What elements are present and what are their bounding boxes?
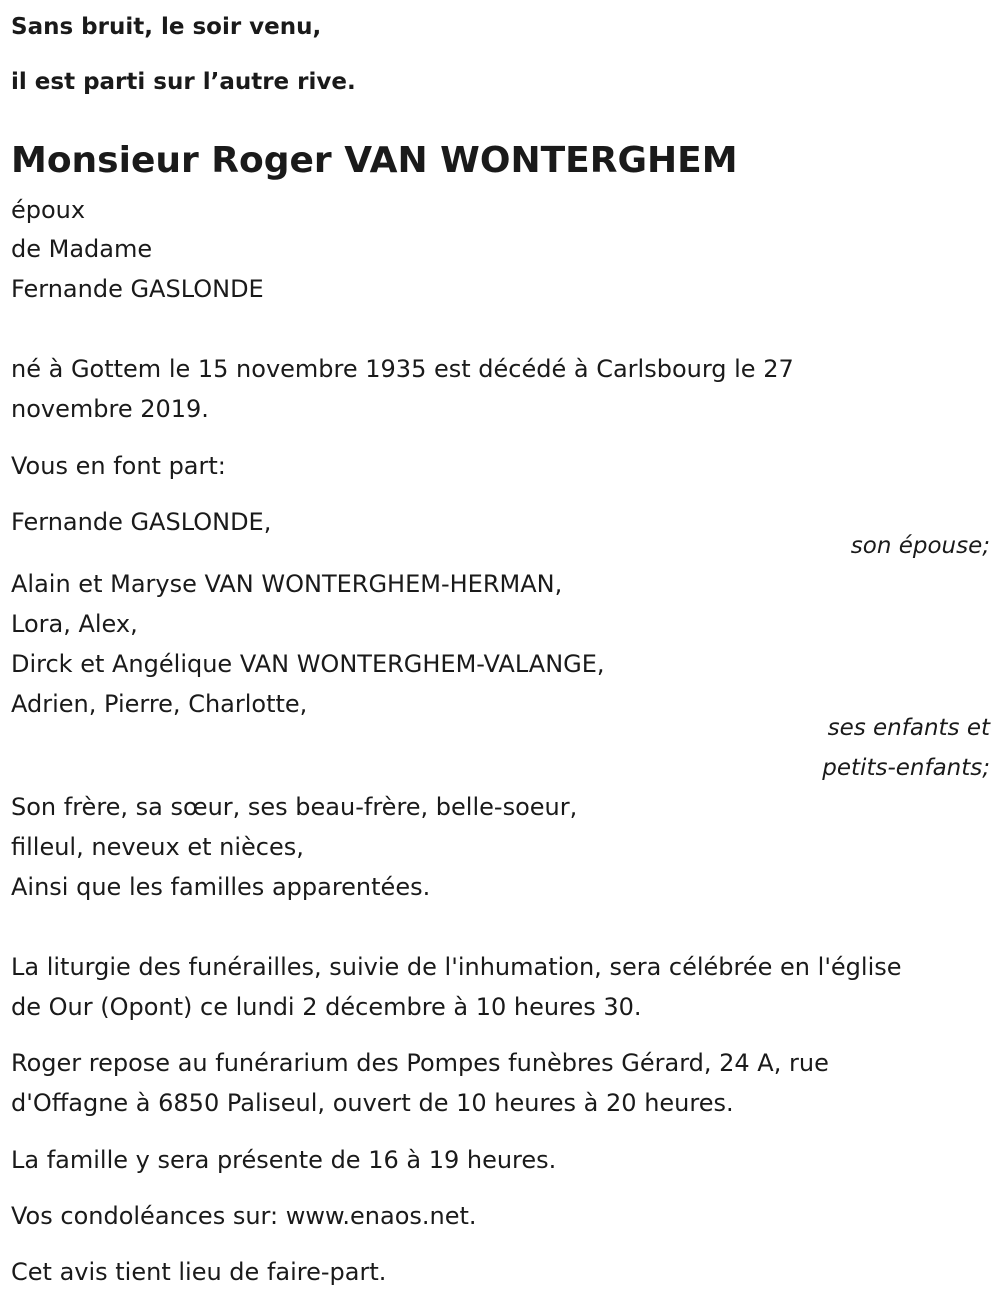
family-spouse: Fernande GASLONDE, [11, 508, 272, 536]
family-children-line-2: Lora, Alex, [11, 610, 138, 638]
visitation-line-1: Roger repose au funérarium des Pompes funèbres Gérard, 24 A, rue [11, 1049, 829, 1077]
family-children-line-4: Adrien, Pierre, Charlotte, [11, 690, 308, 718]
family-others-line-2: filleul, neveux et nièces, [11, 833, 304, 861]
announce-intro: Vous en font part: [11, 452, 226, 480]
spouse-line-2: de Madame [11, 235, 153, 263]
ceremony-line-2: de Our (Opont) ce lundi 2 décembre à 10 heures 30. [11, 993, 642, 1021]
condolences: Vos condoléances sur: www.enaos.net. [11, 1202, 477, 1230]
family-children-line-3: Dirck et Angélique VAN WONTERGHEM-VALANGE, [11, 650, 605, 678]
deceased-name: Monsieur Roger VAN WONTERGHEM [11, 140, 738, 181]
family-others-line-1: Son frère, sa sœur, ses beau-frère, belle-soeur, [11, 793, 578, 821]
family-spouse-role: son épouse; [850, 533, 990, 559]
birth-death-line-1: né à Gottem le 15 novembre 1935 est décédé à Carlsbourg le 27 [11, 355, 794, 383]
family-children-role-line-2: petits-enfants; [822, 755, 990, 781]
quote-line-1: Sans bruit, le soir venu, [11, 14, 322, 40]
quote-line-2: il est parti sur l’autre rive. [11, 69, 356, 95]
family-children-line-1: Alain et Maryse VAN WONTERGHEM-HERMAN, [11, 570, 563, 598]
birth-death-line-2: novembre 2019. [11, 395, 209, 423]
ceremony-line-1: La liturgie des funérailles, suivie de l'inhumation, sera célébrée en l'église [11, 953, 902, 981]
family-children-role-line-1: ses enfants et [827, 715, 990, 741]
family-others-line-3: Ainsi que les familles apparentées. [11, 873, 431, 901]
closing-note: Cet avis tient lieu de faire-part. [11, 1258, 387, 1286]
visitation-line-2: d'Offagne à 6850 Paliseul, ouvert de 10 heures à 20 heures. [11, 1089, 734, 1117]
spouse-line-1: époux [11, 196, 86, 224]
spouse-line-3: Fernande GASLONDE [11, 275, 264, 303]
family-presence: La famille y sera présente de 16 à 19 heures. [11, 1146, 557, 1174]
